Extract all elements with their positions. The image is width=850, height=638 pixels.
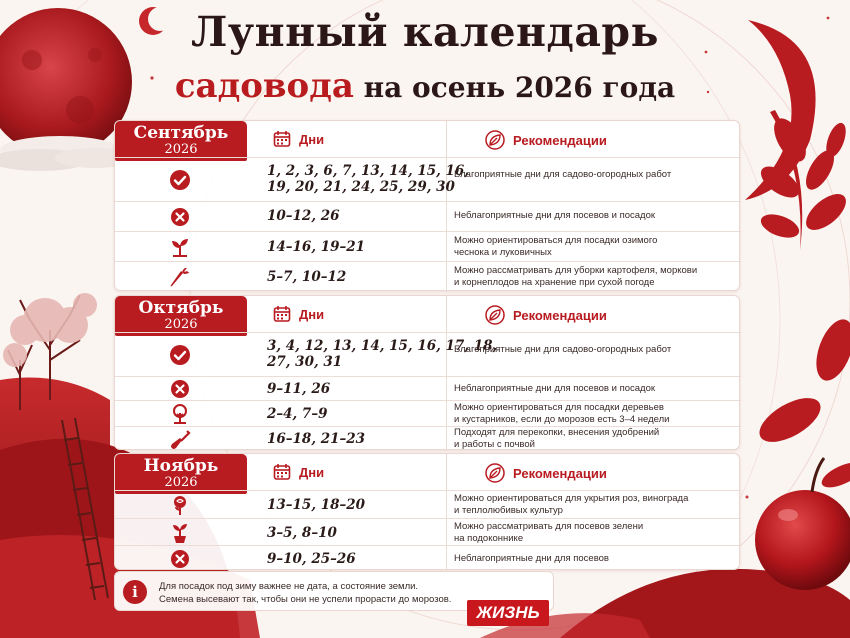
section-september — [114, 120, 740, 291]
page-title: Лунный календарь — [191, 8, 659, 56]
table-row — [115, 426, 741, 451]
month-year: 2026 — [164, 475, 198, 490]
apple-icon — [755, 458, 850, 590]
days-header-label: Дни — [299, 464, 325, 480]
table-row — [115, 332, 741, 376]
days-value: 5–7, 10–12 — [267, 269, 347, 285]
table-row — [115, 261, 741, 292]
month-year: 2026 — [164, 317, 198, 332]
leaf-icon — [485, 130, 505, 150]
days-header — [273, 463, 324, 481]
recommendation-text: Можно рассматривать для уборки картофеля, моркови и корнеплодов на хранение при сухой погоде — [454, 265, 698, 288]
carrot-icon — [165, 262, 195, 292]
table-row — [115, 201, 741, 231]
recommendation-text: Неблагоприятные дни для посевов — [454, 553, 609, 564]
days-header — [273, 130, 324, 148]
days-value: 13–15, 18–20 — [267, 497, 366, 513]
month-year: 2026 — [164, 142, 198, 157]
subtitle-accent: садовода — [174, 66, 354, 106]
column-divider — [446, 296, 447, 332]
rose-icon — [165, 490, 195, 520]
days-header — [273, 305, 324, 323]
leaf-icon — [485, 305, 505, 325]
days-value: 14–16, 19–21 — [267, 239, 366, 255]
days-value: 9–11, 26 — [267, 381, 331, 397]
calendar-icon — [273, 130, 291, 148]
shovel-icon — [165, 425, 195, 455]
brand-logo: ЖИЗНЬ — [467, 600, 549, 626]
recommendations-header-label: Рекомендации — [513, 132, 607, 148]
recommendation-text: Подходят для перекопки, внесения удобрений и работы с почвой — [454, 427, 660, 450]
month-name: Октябрь — [138, 298, 224, 318]
column-divider — [446, 121, 447, 157]
table-row — [115, 518, 741, 545]
recommendation-text: Можно рассматривать для посевов зелени на подоконнике — [454, 521, 644, 544]
days-value: 3, 4, 12, 13, 14, 15, 16, 17, 18, 27, 30, 31 — [267, 338, 498, 370]
check-circle-icon — [165, 340, 195, 370]
note-line: Для посадок под зиму важнее не дата, а состояние земли. — [159, 581, 419, 592]
month-tab — [115, 296, 247, 336]
recommendations-header — [485, 305, 607, 325]
days-value: 1, 2, 3, 6, 7, 13, 14, 15, 16, 19, 20, 21, 24, 25, 29, 30 — [267, 163, 470, 195]
section-october — [114, 295, 740, 450]
calendar-icon — [273, 463, 291, 481]
table-row — [115, 376, 741, 400]
section-november — [114, 453, 740, 570]
check-circle-icon — [165, 165, 195, 195]
recommendation-text: Можно ориентироваться для посадки озимого чеснока и луковичных — [454, 235, 658, 258]
column-divider — [446, 454, 447, 490]
month-tab — [115, 454, 247, 494]
month-name: Ноябрь — [143, 456, 219, 476]
recommendations-header — [485, 463, 607, 483]
days-value: 10–12, 26 — [267, 208, 340, 224]
calendar-icon — [273, 305, 291, 323]
month-name: Сентябрь — [133, 123, 229, 143]
recommendation-text: Неблагоприятные дни для посевов и посадок — [454, 383, 656, 394]
table-row — [115, 545, 741, 571]
leaf-icon — [485, 463, 505, 483]
days-value: 16–18, 21–23 — [267, 431, 366, 447]
recommendations-header-label: Рекомендации — [513, 465, 607, 481]
subtitle-rest: на осень 2026 года — [353, 71, 676, 104]
recommendations-header-label: Рекомендации — [513, 307, 607, 323]
recommendations-header — [485, 130, 607, 150]
table-row — [115, 400, 741, 426]
recommendation-text: Можно ориентироваться для посадки деревьев и кустарников, если до морозов есть 3–4 недели — [454, 402, 670, 425]
sprout-icon — [165, 232, 195, 262]
note-line: Семена высевают так, чтобы они не успели прорасти до морозов. — [159, 594, 452, 605]
table-row — [115, 157, 741, 201]
cross-circle-icon — [165, 544, 195, 574]
table-row — [115, 490, 741, 518]
recommendation-text: Благоприятные дни для садово-огородных работ — [454, 169, 672, 180]
recommendation-text: Неблагоприятные дни для посевов и посадок — [454, 210, 656, 221]
cross-circle-icon — [165, 202, 195, 232]
month-tab — [115, 121, 247, 161]
days-value: 2–4, 7–9 — [267, 406, 328, 422]
note-text — [159, 580, 451, 606]
table-row — [115, 231, 741, 261]
page-subtitle — [0, 66, 850, 106]
recommendation-text: Благоприятные дни для садово-огородных работ — [454, 344, 672, 355]
days-value: 9–10, 25–26 — [267, 551, 356, 567]
recommendation-text: Можно ориентироваться для укрытия роз, винограда и теплолюбивых культур — [454, 493, 689, 516]
info-icon: i — [123, 580, 147, 604]
days-header-label: Дни — [299, 131, 325, 147]
days-header-label: Дни — [299, 306, 325, 322]
days-value: 3–5, 8–10 — [267, 525, 337, 541]
